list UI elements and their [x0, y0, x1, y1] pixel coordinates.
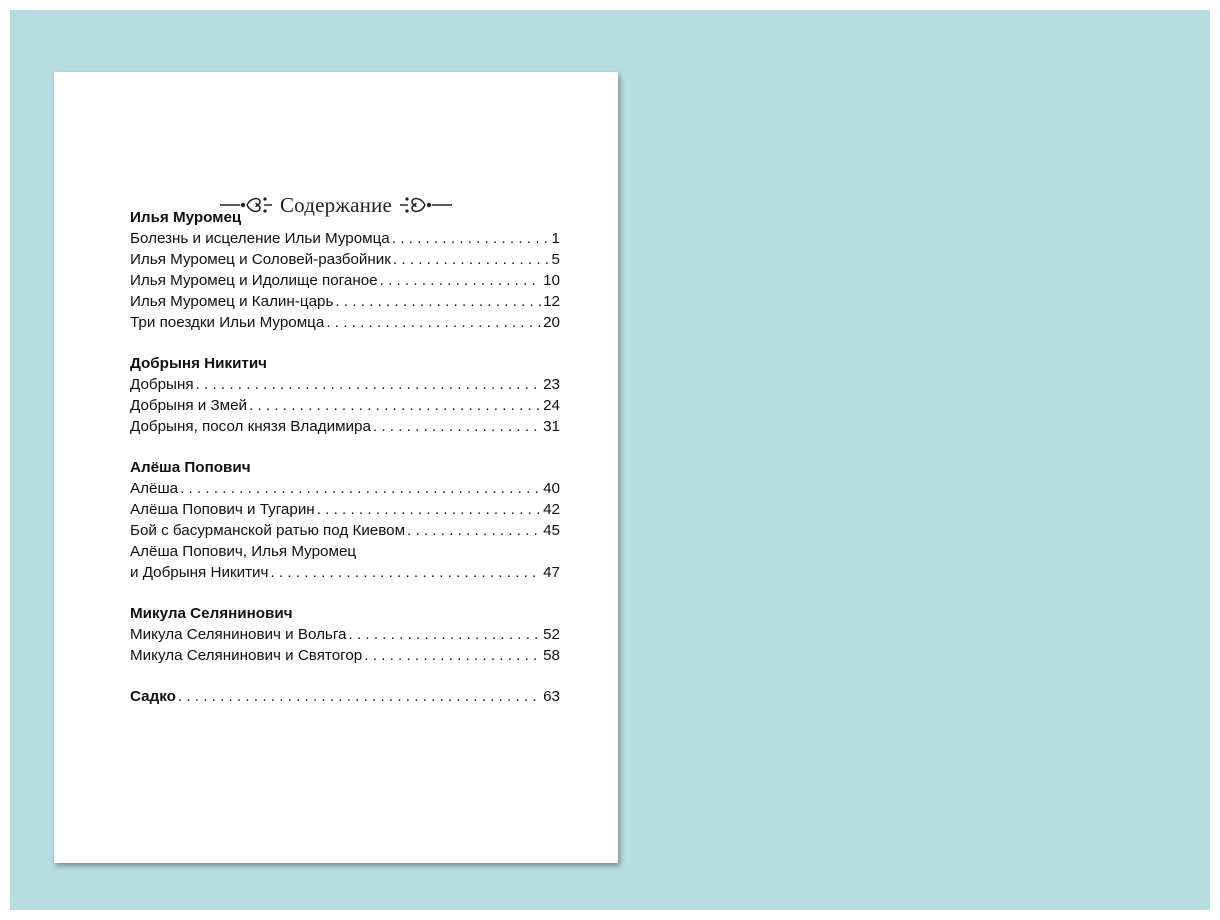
entry-title: и Добрыня Никитич — [130, 564, 269, 581]
leader-dots — [380, 270, 541, 291]
toc-section — [130, 207, 560, 333]
toc-entry — [130, 374, 560, 395]
toc-entry — [130, 562, 560, 583]
toc-entry — [130, 312, 560, 333]
entry-title: Микула Селянинович и Вольга — [130, 626, 347, 643]
leader-dots — [392, 228, 550, 249]
toc-entry — [130, 686, 560, 707]
toc-section — [130, 603, 560, 666]
toc-entry — [130, 645, 560, 666]
section-title: Микула Селянинович — [130, 605, 293, 622]
toc-section — [130, 457, 560, 583]
entry-title: Добрыня — [130, 376, 194, 393]
background — [10, 10, 1210, 910]
toc-entry — [130, 228, 560, 249]
leader-dots — [180, 478, 541, 499]
entry-title: Илья Муромец и Соловей-разбойник — [130, 251, 391, 268]
entry-title: Илья Муромец и Идолище поганое — [130, 272, 378, 289]
leader-dots — [178, 686, 541, 707]
toc-entry — [130, 416, 560, 437]
leader-dots — [326, 312, 541, 333]
entry-title: Добрыня и Змей — [130, 397, 248, 414]
toc-title: Содержание — [279, 192, 393, 217]
leader-dots — [407, 520, 541, 541]
entry-title: Добрыня, посол князя Владимира — [130, 418, 371, 435]
entry-page: 10 — [543, 272, 560, 289]
entry-page: 47 — [543, 564, 560, 581]
leader-dots — [196, 374, 542, 395]
leader-dots — [364, 645, 541, 666]
entry-page: 23 — [543, 376, 560, 393]
toc-entry — [130, 478, 560, 499]
leader-dots — [335, 291, 541, 312]
section-title: Добрыня Никитич — [130, 355, 267, 372]
leader-dots — [349, 624, 542, 645]
entry-title: Садко — [130, 688, 176, 705]
entry-page: 12 — [543, 293, 560, 310]
entry-page: 5 — [551, 251, 560, 268]
entry-page: 31 — [543, 418, 560, 435]
leader-dots — [249, 395, 541, 416]
section-title: Илья Муромец — [130, 209, 242, 226]
toc-section — [130, 353, 560, 437]
section-title: Алёша Попович — [130, 459, 251, 476]
entry-title: Болезнь и исцеление Ильи Муромца — [130, 230, 390, 247]
toc-entry — [130, 624, 560, 645]
entry-page: 52 — [543, 626, 560, 643]
toc-entry — [130, 249, 560, 270]
toc-section — [130, 686, 560, 707]
entry-title: Илья Муромец и Калин-царь — [130, 293, 334, 310]
entry-title: Алёша — [130, 480, 179, 497]
leader-dots — [373, 416, 541, 437]
leader-dots — [270, 562, 541, 583]
entry-page: 1 — [551, 230, 560, 247]
entry-page: 63 — [543, 688, 560, 705]
entry-title-line: Алёша Попович, Илья Муромец — [130, 543, 357, 560]
entry-page: 45 — [543, 522, 560, 539]
book-page — [54, 72, 618, 863]
table-of-contents — [130, 207, 560, 707]
leader-dots — [393, 249, 550, 270]
entry-page: 24 — [543, 397, 560, 414]
toc-entry — [130, 499, 560, 520]
entry-title: Три поездки Ильи Муромца — [130, 314, 325, 331]
entry-title: Бой с басурманской ратью под Киевом — [130, 522, 406, 539]
entry-page: 40 — [543, 480, 560, 497]
toc-entry — [130, 291, 560, 312]
entry-title: Алёша Попович и Тугарин — [130, 501, 315, 518]
toc-entry — [130, 395, 560, 416]
toc-entry — [130, 270, 560, 291]
entry-page: 20 — [543, 314, 560, 331]
toc-entry — [130, 520, 560, 541]
entry-page: 42 — [543, 501, 560, 518]
entry-title: Микула Селянинович и Святогор — [130, 647, 363, 664]
leader-dots — [317, 499, 541, 520]
entry-page: 58 — [543, 647, 560, 664]
